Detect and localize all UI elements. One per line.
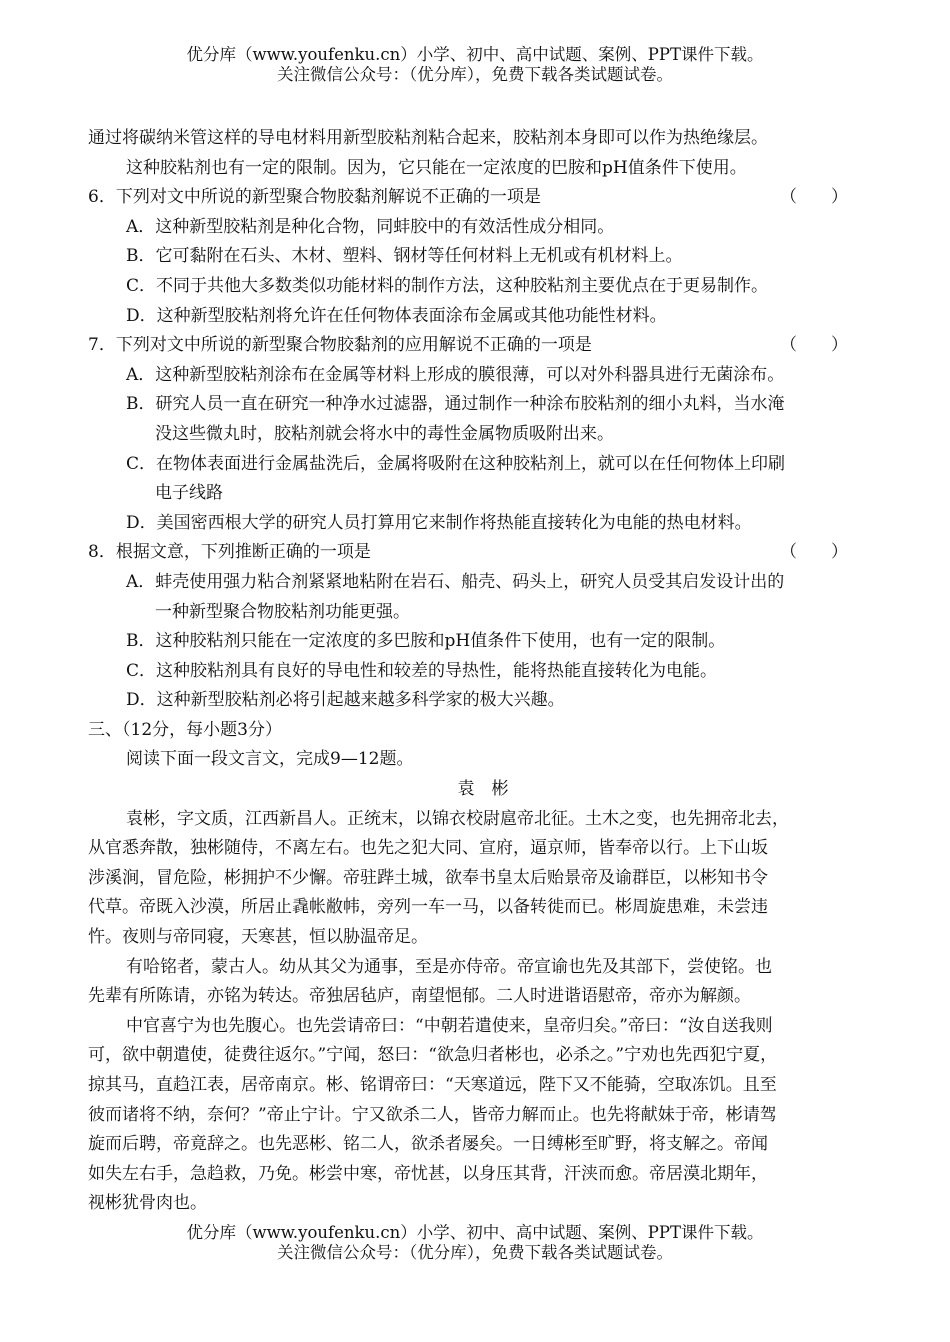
q7-option-a: A．这种新型胶粘剂涂布在金属等材料上形成的膜很薄，可以对外科器具进行无菌涂布。	[126, 364, 785, 385]
passage-line: 先辈有所陈请，亦铭为转达。帝独居毡庐，南望悒郁。二人时进谐语慰帝，帝亦为解颜。	[88, 986, 751, 1007]
page-footer	[0, 1223, 950, 1263]
question-8-answer-blank: （ ）	[780, 542, 848, 563]
passage-line: 有哈铭者，蒙古人。幼从其父为通事，至是亦侍帝。帝宣谕也先及其部下，尝使铭。也	[126, 956, 772, 977]
passage-line: 掠其马，直趋江表，居帝南京。彬、铭谓帝曰：“天寒道远，陛下又不能骑，空取冻饥。且至	[88, 1075, 777, 1095]
question-8-text: 8．根据文意，下列推断正确的一项是	[88, 542, 371, 563]
passage-line: 袁彬，字文质，江西新昌人。正统末，以锦衣校尉扈帝北征。土木之变，也先拥帝北去，	[126, 808, 789, 829]
passage-line: 彼而诸将不纳，奈何？”帝止宁计。宁又欲杀二人，皆帝力解而止。也先将献妹于帝，彬请驾	[88, 1104, 777, 1125]
q8-option-a-line-2: 一种新型聚合物胶粘剂功能更强。	[155, 601, 410, 622]
passage-line: 代草。帝既入沙漠，所居止毳帐敝帏，旁列一车一马，以备转徙而已。彬周旋患难，未尝违	[88, 897, 768, 918]
footer-line-1: 优分库（www.youfenku.cn）小学、初中、高中试题、案例、PPT课件下载。	[186, 1223, 764, 1242]
header-line-2: 关注微信公众号：（优分库），免费下载各类试题试卷。	[277, 65, 673, 84]
q6-option-a: A．这种新型胶粘剂是种化合物，同蚌胶中的有效活性成分相同。	[126, 216, 615, 237]
passage-line: 旋而后聘，帝竟辞之。也先恶彬、铭二人，欲杀者屡矣。一日缚彬至旷野，将支解之。帝闻	[88, 1134, 768, 1155]
page-header	[0, 45, 950, 85]
passage-line: 涉溪涧，冒危险，彬拥护不少懈。帝驻跸土城，欲奉书皇太后贻景帝及谕群臣，以彬知书令	[88, 867, 768, 888]
passage-title: 袁 彬	[457, 779, 509, 800]
q7-option-c-line-1: C．在物体表面进行金属盐洗后，金属将吸附在这种胶粘剂上，就可以在任何物体上印刷	[126, 453, 786, 474]
question-8-stem	[88, 538, 878, 568]
q7-option-b-line-2: 没这些微丸时，胶粘剂就会将水中的毒性金属物质吸附出来。	[155, 423, 614, 444]
q8-option-d: D．这种新型胶粘剂必将引起越来越多科学家的极大兴趣。	[126, 690, 565, 711]
q8-option-c: C．这种胶粘剂具有良好的导电性和较差的导热性，能将热能直接转化为电能。	[126, 660, 718, 681]
question-6-answer-blank: （ ）	[780, 187, 848, 208]
question-7-stem	[88, 331, 878, 361]
q6-option-d: D．这种新型胶粘剂将允许在任何物体表面涂布金属或其他功能性材料。	[126, 305, 667, 326]
q8-option-b: B．这种胶粘剂只能在一定浓度的多巴胺和pH值条件下使用，也有一定的限制。	[126, 631, 726, 652]
q7-option-d: D．美国密西根大学的研究人员打算用它来制作将热能直接转化为电能的热电材料。	[126, 512, 752, 533]
passage-line: 视彬犹骨肉也。	[88, 1193, 207, 1214]
question-7-text: 7．下列对文中所说的新型聚合物胶黏剂的应用解说不正确的一项是	[88, 335, 592, 356]
header-line-1: 优分库（www.youfenku.cn）小学、初中、高中试题、案例、PPT课件下载。	[186, 45, 764, 64]
footer-line-2: 关注微信公众号：（优分库），免费下载各类试题试卷。	[277, 1243, 673, 1262]
section-3-instruction: 阅读下面一段文言文，完成9—12题。	[126, 749, 414, 770]
passage-line: 从官悉奔散，独彬随侍，不离左右。也先之犯大同、宣府，逼京师，皆奉帝以行。上下山坂	[88, 838, 768, 859]
q8-option-a-line-1: A．蚌壳使用强力粘合剂紧紧地粘附在岩石、船壳、码头上，研究人员受其启发设计出的	[126, 571, 785, 592]
classical-passage	[88, 805, 878, 1219]
intro-line-1: 通过将碳纳米管这样的导电材料用新型胶粘剂粘合起来，胶粘剂本身即可以作为热绝缘层。	[88, 128, 768, 148]
q6-option-c: C．不同于共他大多数类似功能材料的制作方法，这种胶粘剂主要优点在于更易制作。	[126, 275, 769, 296]
passage-line: 如失左右手，急趋救，乃免。彬尝中寒，帝忧甚，以身压其背，汗浃而愈。帝居漠北期年，	[88, 1163, 768, 1184]
passage-line: 中官喜宁为也先腹心。也先尝请帝曰：“中朝若遣使来，皇帝归矣。”帝曰：“汝自送我则	[126, 1015, 773, 1036]
passage-line: 忤。夜则与帝同寝，天寒甚，恒以胁温帝足。	[88, 927, 428, 948]
intro-line-2: 这种胶粘剂也有一定的限制。因为，它只能在一定浓度的巴胺和pH值条件下使用。	[126, 157, 747, 178]
q6-option-b: B．它可黏附在石头、木材、塑料、钢材等任何材料上无机或有机材料上。	[126, 246, 683, 267]
document-body	[88, 124, 878, 1219]
question-6-text: 6．下列对文中所说的新型聚合物胶黏剂解说不正确的一项是	[88, 187, 541, 208]
q7-option-b-line-1: B．研究人员一直在研究一种净水过滤器，通过制作一种涂布胶粘剂的细小丸料，当水淹	[126, 394, 785, 415]
question-7-answer-blank: （ ）	[780, 335, 848, 356]
question-6-stem	[88, 183, 878, 213]
passage-line: 可，欲中朝遣使，徒费往返尔。”宁闻，怒曰：“欲急归者彬也，必杀之。”宁劝也先西犯宁夏，	[88, 1045, 778, 1066]
q7-option-c-line-2: 电子线路	[155, 483, 223, 504]
section-3-heading: 三、（12分，每小题3分）	[88, 719, 282, 740]
